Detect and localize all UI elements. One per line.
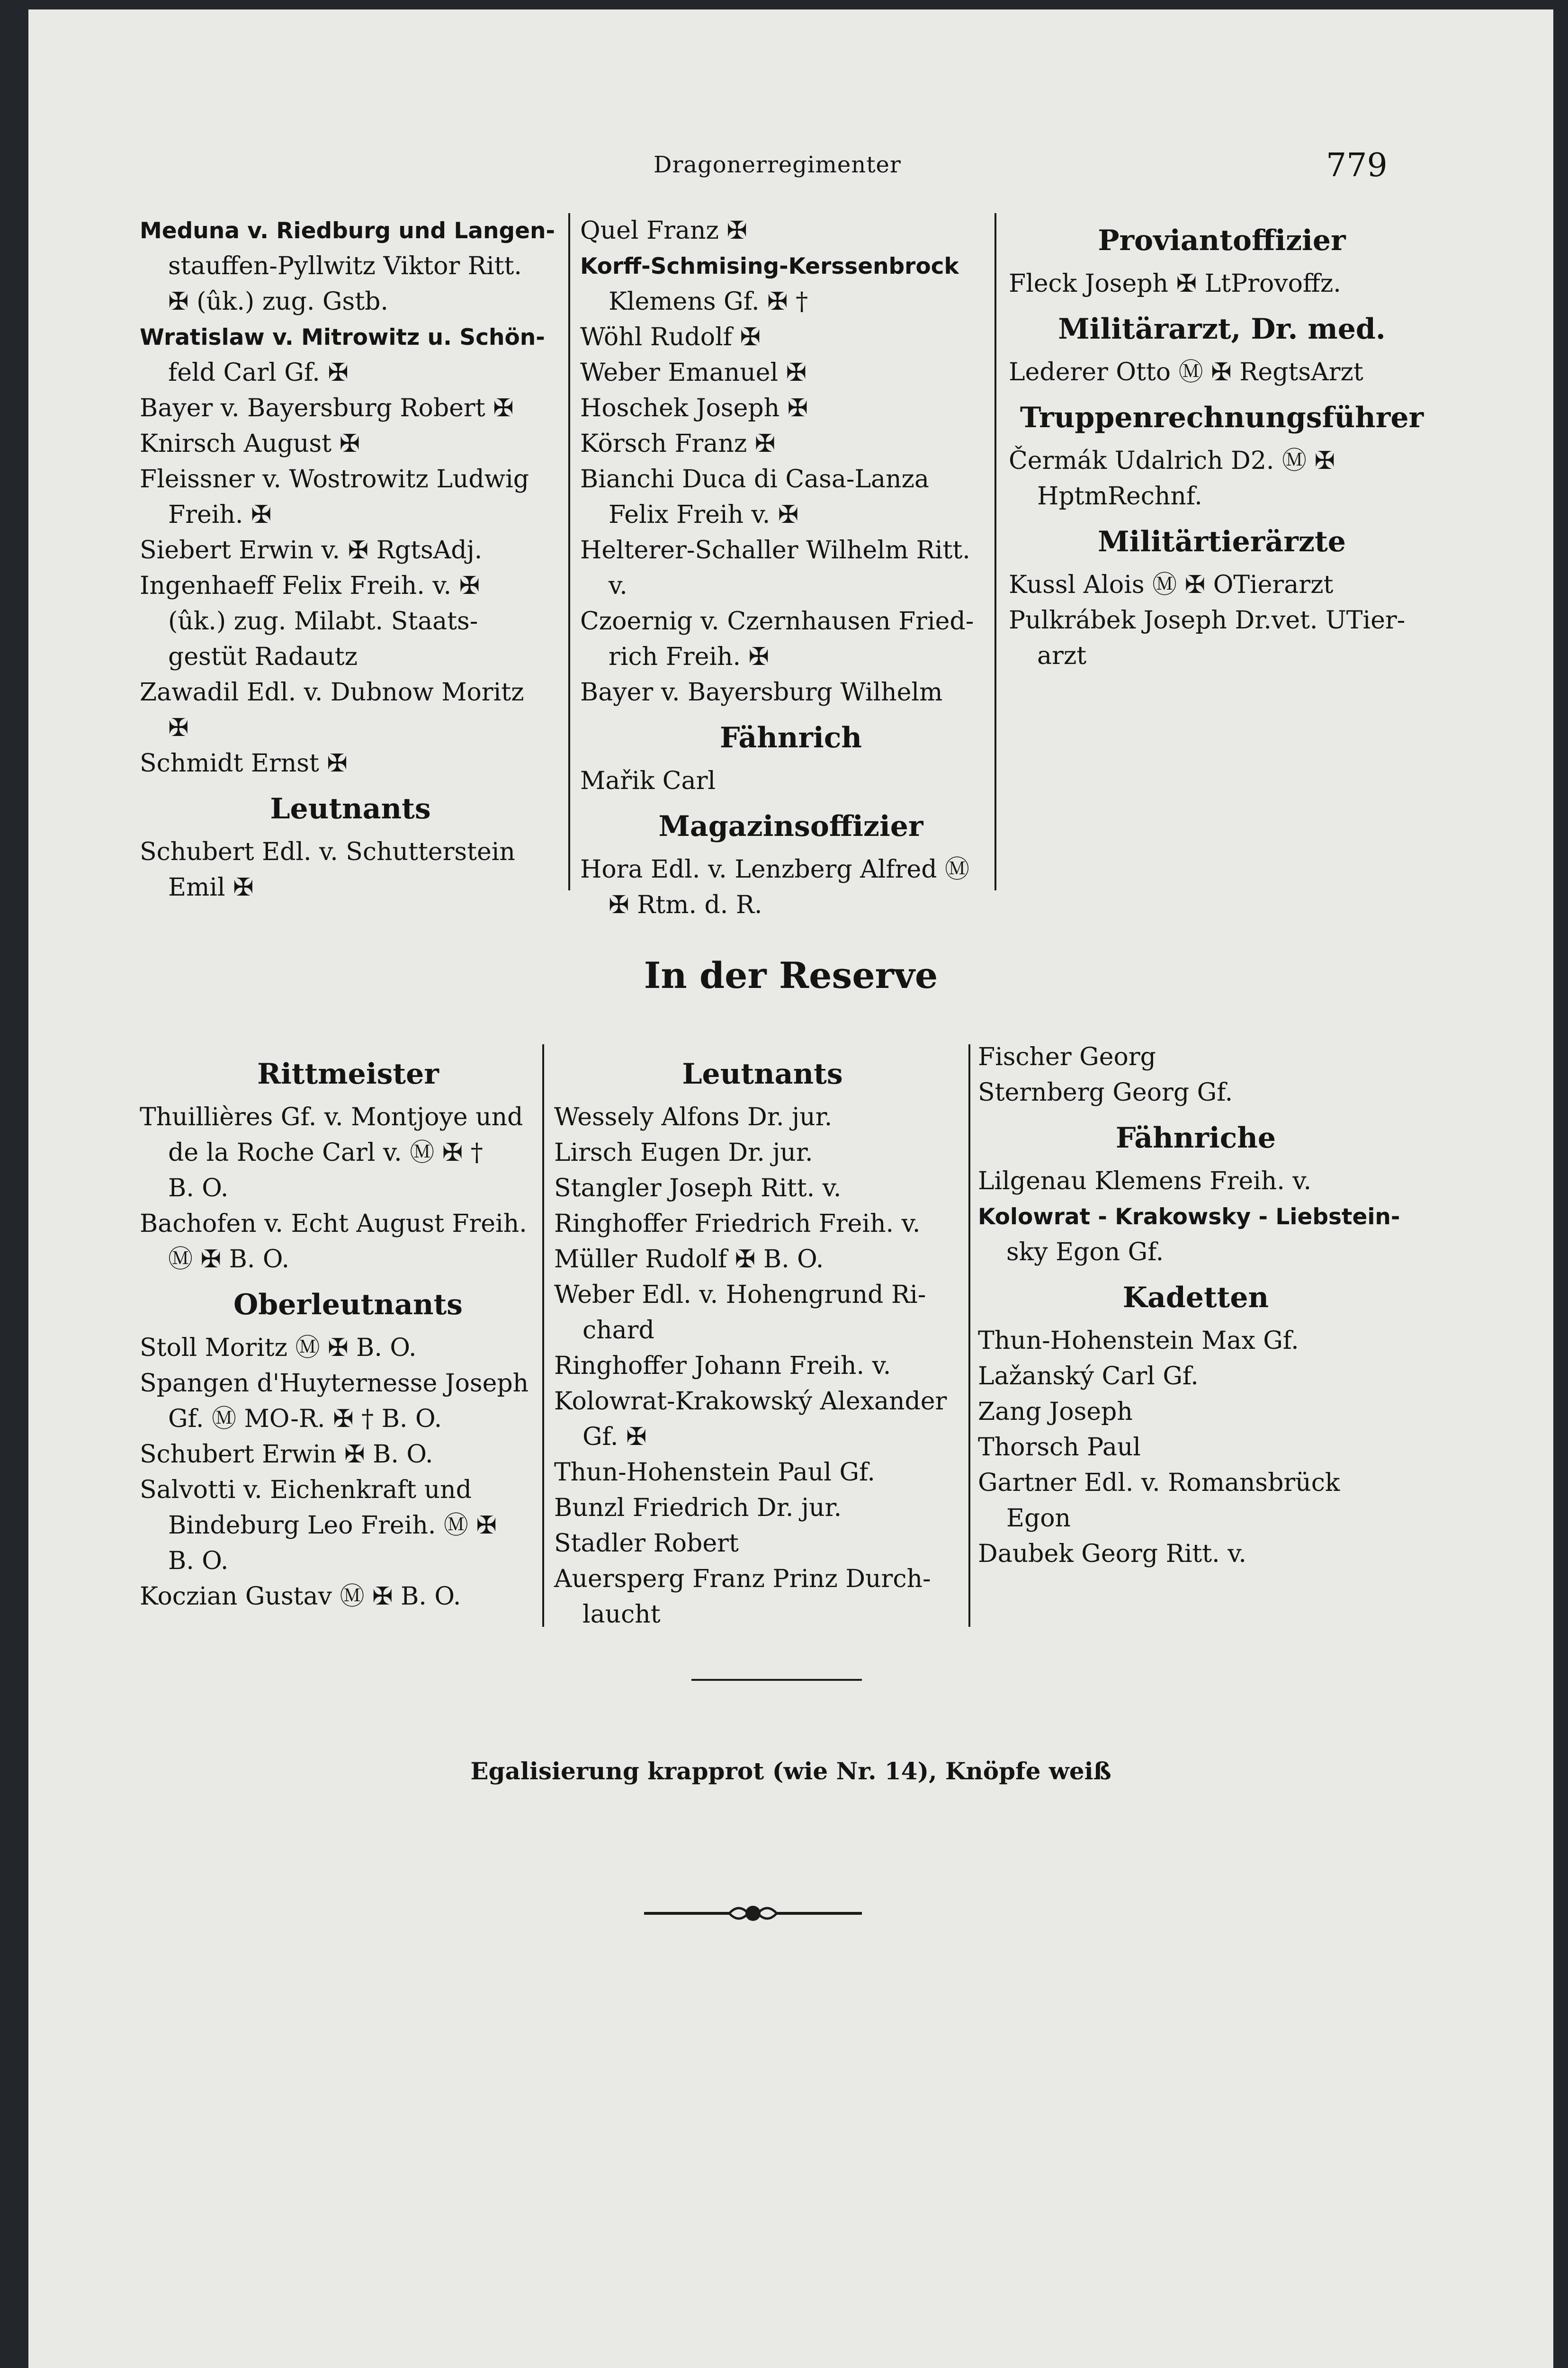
entry-continuation: B. O. <box>168 1174 229 1202</box>
section-heading: Fähnrich <box>720 721 862 754</box>
entry-line: Schubert Edl. v. Schutterstein <box>140 838 515 866</box>
entry-continuation: de la Roche Carl v. Ⓜ ✠ † <box>168 1139 483 1167</box>
entry-line: Helterer-Schaller Wilhelm Ritt. <box>580 536 970 565</box>
top-column-1 <box>140 213 561 906</box>
column-divider <box>568 213 570 890</box>
column-divider <box>542 1044 544 1627</box>
entry-line: Korff-Schmising-Kerssenbrock <box>580 253 959 279</box>
entry-continuation: ✠ <box>168 714 189 742</box>
entry-continuation: (ûk.) zug. Milabt. Staats- <box>168 607 478 636</box>
section-heading: Oberleutnants <box>233 1288 463 1321</box>
section-heading: Militärtierärzte <box>1098 525 1346 558</box>
column-divider <box>968 1044 970 1627</box>
section-heading: Magazinsoffizier <box>658 810 923 843</box>
bottom-column-3 <box>978 1040 1414 1572</box>
entry-line: Ingenhaeff Felix Freih. v. ✠ <box>140 572 480 600</box>
ornament-divider-icon <box>644 1899 862 1928</box>
entry-continuation: Bindeburg Leo Freih. Ⓜ ✠ <box>168 1511 497 1540</box>
entry-line: Fleck Joseph ✠ LtProvoffz. <box>1009 269 1341 298</box>
entry-line: Fleissner v. Wostrowitz Ludwig <box>140 465 529 493</box>
entry-continuation: chard <box>582 1316 654 1345</box>
page <box>28 9 1553 2368</box>
footer-note: Egalisierung krapprot (wie Nr. 14), Knöpfe weiß <box>470 1757 1111 1785</box>
entry-continuation: v. <box>609 572 627 600</box>
running-title: Dragonerregimenter <box>654 152 901 178</box>
entry-line: Auersperg Franz Prinz Durch- <box>554 1565 931 1593</box>
entry-continuation: feld Carl Gf. ✠ <box>168 359 349 387</box>
section-heading: Proviantoffizier <box>1098 224 1346 257</box>
entry-line: Fischer Georg <box>978 1043 1156 1071</box>
entry-line: Hora Edl. v. Lenzberg Alfred Ⓜ <box>580 855 970 884</box>
top-column-2 <box>580 213 1002 923</box>
entry-continuation: Gf. Ⓜ MO-R. ✠ † B. O. <box>168 1405 442 1433</box>
entry-line: Thuillières Gf. v. Montjoye und <box>140 1103 523 1131</box>
entry-line: Ringhoffer Johann Freih. v. <box>554 1352 891 1380</box>
top-column-3 <box>1009 213 1435 674</box>
entry-continuation: gestüt Radautz <box>168 643 358 671</box>
entry-line: Lirsch Eugen Dr. jur. <box>554 1139 813 1167</box>
entry-line: Koczian Gustav Ⓜ ✠ B. O. <box>140 1582 461 1611</box>
entry-line: Wessely Alfons Dr. jur. <box>554 1103 833 1131</box>
entry-line: Stoll Moritz Ⓜ ✠ B. O. <box>140 1334 417 1362</box>
entry-line: Stangler Joseph Ritt. v. <box>554 1174 842 1202</box>
entry-line: Bachofen v. Echt August Freih. <box>140 1210 527 1238</box>
entry-line: Müller Rudolf ✠ B. O. <box>554 1245 824 1274</box>
entry-line: Lažanský Carl Gf. <box>978 1362 1199 1390</box>
section-heading: Militärarzt, Dr. med. <box>1058 313 1386 346</box>
entry-continuation: B. O. <box>168 1547 229 1575</box>
entry-line: Thun-Hohenstein Paul Gf. <box>554 1458 875 1487</box>
entry-continuation: sky Egon Gf. <box>1006 1238 1164 1266</box>
bottom-column-2 <box>554 1047 971 1632</box>
entry-line: Czoernig v. Czernhausen Fried- <box>580 607 974 636</box>
entry-continuation: ✠ Rtm. d. R. <box>609 891 762 919</box>
entry-line: Körsch Franz ✠ <box>580 430 776 458</box>
bottom-column-1 <box>140 1047 556 1615</box>
section-rule <box>691 1679 862 1681</box>
section-heading: Leutnants <box>270 792 431 825</box>
entry-line: Stadler Robert <box>554 1529 739 1558</box>
entry-line: Siebert Erwin v. ✠ RgtsAdj. <box>140 536 483 565</box>
entry-line: Weber Emanuel ✠ <box>580 359 807 387</box>
section-heading: Truppenrechnungsführer <box>1020 401 1424 434</box>
entry-line: Kolowrat - Krakowsky - Liebstein- <box>978 1204 1400 1230</box>
entry-continuation: Ⓜ ✠ B. O. <box>168 1245 290 1274</box>
entry-continuation: Emil ✠ <box>168 873 254 902</box>
entry-line: Schmidt Ernst ✠ <box>140 749 348 778</box>
entry-line: Kolowrat-Krakowský Alexander <box>554 1387 947 1416</box>
entry-line: Salvotti v. Eichenkraft und <box>140 1476 472 1504</box>
reserve-title: In der Reserve <box>644 954 938 996</box>
entry-line: Kussl Alois Ⓜ ✠ OTierarzt <box>1009 571 1334 599</box>
section-heading: Leutnants <box>682 1058 843 1091</box>
column-divider <box>995 213 996 890</box>
entry-line: Pulkrábek Joseph Dr.vet. UTier- <box>1009 606 1406 635</box>
entry-line: Gartner Edl. v. Romansbrück <box>978 1469 1340 1497</box>
entry-line: Knirsch August ✠ <box>140 430 360 458</box>
entry-line: Ringhoffer Friedrich Freih. v. <box>554 1210 921 1238</box>
entry-continuation: arzt <box>1037 642 1087 670</box>
entry-continuation: Gf. ✠ <box>582 1423 647 1451</box>
entry-line: Hoschek Joseph ✠ <box>580 394 808 422</box>
entry-line: Sternberg Georg Gf. <box>978 1078 1233 1107</box>
section-heading: Fähnriche <box>1115 1121 1276 1155</box>
entry-continuation: Freih. ✠ <box>168 501 272 529</box>
entry-continuation: Egon <box>1006 1504 1071 1533</box>
entry-line: Lederer Otto Ⓜ ✠ RegtsArzt <box>1009 358 1363 386</box>
entry-line: Weber Edl. v. Hohengrund Ri- <box>554 1281 926 1309</box>
entry-line: Wratislaw v. Mitrowitz u. Schön- <box>140 324 545 350</box>
entry-line: Čermák Udalrich D2. Ⓜ ✠ <box>1009 447 1335 475</box>
entry-continuation: HptmRechnf. <box>1037 482 1202 511</box>
entry-line: Meduna v. Riedburg und Langen- <box>140 218 555 244</box>
entry-continuation: laucht <box>582 1600 661 1629</box>
entry-continuation: rich Freih. ✠ <box>609 643 770 671</box>
entry-continuation: stauffen-Pyllwitz Viktor Ritt. <box>168 252 522 280</box>
entry-line: Schubert Erwin ✠ B. O. <box>140 1440 433 1469</box>
entry-line: Thun-Hohenstein Max Gf. <box>978 1327 1299 1355</box>
entry-line: Mařik Carl <box>580 767 716 795</box>
entry-line: Quel Franz ✠ <box>580 216 747 245</box>
entry-line: Bianchi Duca di Casa-Lanza <box>580 465 929 493</box>
entry-line: Wöhl Rudolf ✠ <box>580 323 761 351</box>
entry-line: Lilgenau Klemens Freih. v. <box>978 1167 1312 1195</box>
entry-continuation: Felix Freih v. ✠ <box>609 501 799 529</box>
entry-line: Bunzl Friedrich Dr. jur. <box>554 1494 842 1522</box>
entry-line: Daubek Georg Ritt. v. <box>978 1540 1246 1568</box>
page-number: 779 <box>1326 147 1388 184</box>
entry-continuation: Klemens Gf. ✠ † <box>609 287 808 316</box>
entry-line: Zang Joseph <box>978 1398 1133 1426</box>
entry-line: Bayer v. Bayersburg Robert ✠ <box>140 394 514 422</box>
entry-line: Zawadil Edl. v. Dubnow Moritz <box>140 678 524 707</box>
section-heading: Rittmeister <box>257 1058 439 1091</box>
section-heading: Kadetten <box>1122 1281 1269 1314</box>
entry-continuation: ✠ (ûk.) zug. Gstb. <box>168 287 388 316</box>
entry-line: Bayer v. Bayersburg Wilhelm <box>580 678 943 707</box>
entry-line: Thorsch Paul <box>978 1433 1141 1462</box>
entry-line: Spangen d'Huyternesse Joseph <box>140 1369 529 1398</box>
